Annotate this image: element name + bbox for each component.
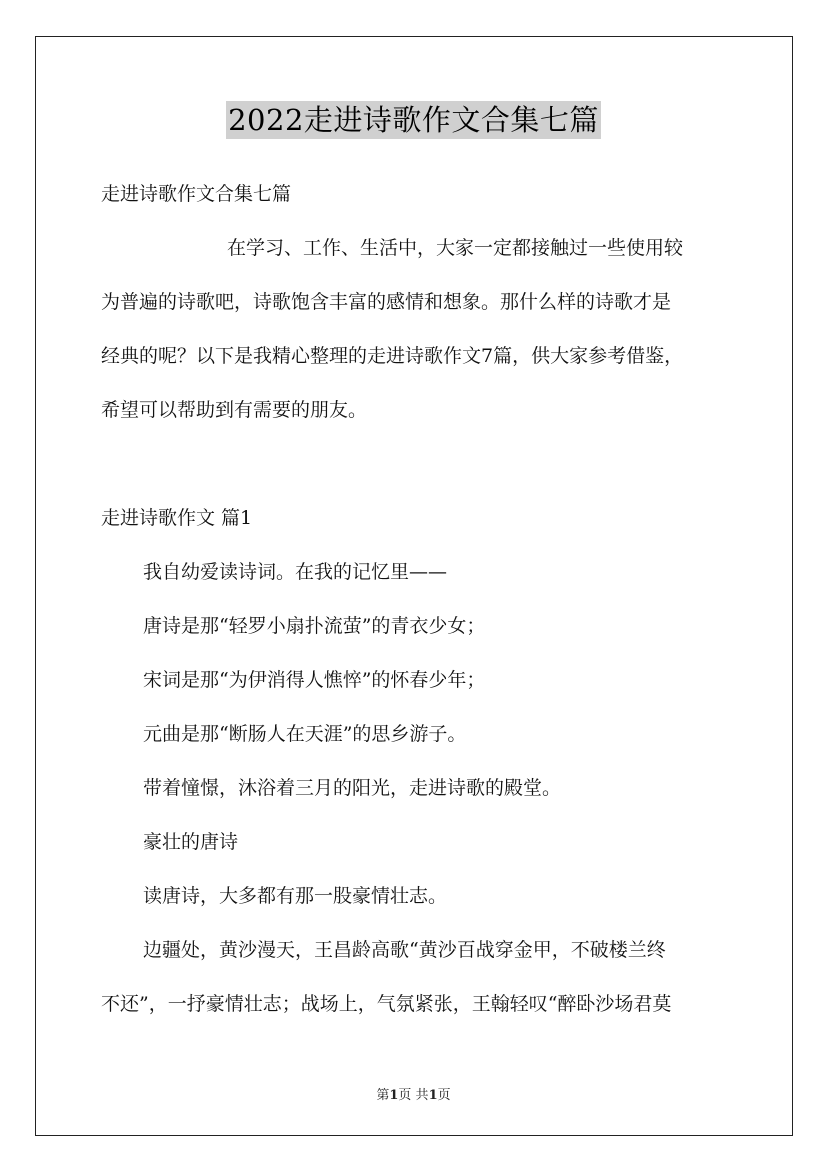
body-line: 唐诗是那“轻罗小扇扑流萤”的青衣少女； (143, 615, 486, 637)
document-title-wrap (0, 101, 827, 139)
subheading: 豪壮的唐诗 (143, 831, 239, 853)
page-number: 1 (389, 1088, 399, 1103)
document-title: 2022走进诗歌作文合集七篇 (228, 103, 599, 137)
body-line: 边疆处，黄沙漫天，王昌龄高歌“黄沙百战穿金甲，不破楼兰终 (143, 939, 666, 961)
body-line: 不还”，一抒豪情壮志；战场上，气氛紧张，王翰轻叹“醉卧沙场君莫 (101, 993, 672, 1015)
intro-line-1: 在学习、工作、生活中，大家一定都接触过一些使用较 (227, 237, 684, 259)
body-line: 读唐诗，大多都有那一股豪情壮志。 (143, 885, 448, 907)
intro-line-3: 经典的呢？以下是我精心整理的走进诗歌作文7篇，供大家参考借鉴， (101, 345, 684, 367)
page-footer: 第1页 共1页 (376, 1088, 451, 1103)
intro-line-2: 为普遍的诗歌吧，诗歌饱含丰富的感情和想象。那什么样的诗歌才是 (101, 291, 672, 313)
section-heading: 走进诗歌作文 篇1 (101, 507, 253, 529)
body-line: 宋词是那“为伊消得人憔悴”的怀春少年； (143, 669, 486, 691)
body-line: 我自幼爱读诗词。在我的记忆里—— (143, 561, 448, 583)
document-subtitle: 走进诗歌作文合集七篇 (101, 183, 292, 205)
page-total: 1 (428, 1088, 438, 1103)
body-line: 元曲是那“断肠人在天涯”的思乡游子。 (143, 723, 467, 745)
body-line: 带着憧憬，沐浴着三月的阳光，走进诗歌的殿堂。 (143, 777, 562, 799)
intro-line-4: 希望可以帮助到有需要的朋友。 (101, 399, 368, 421)
